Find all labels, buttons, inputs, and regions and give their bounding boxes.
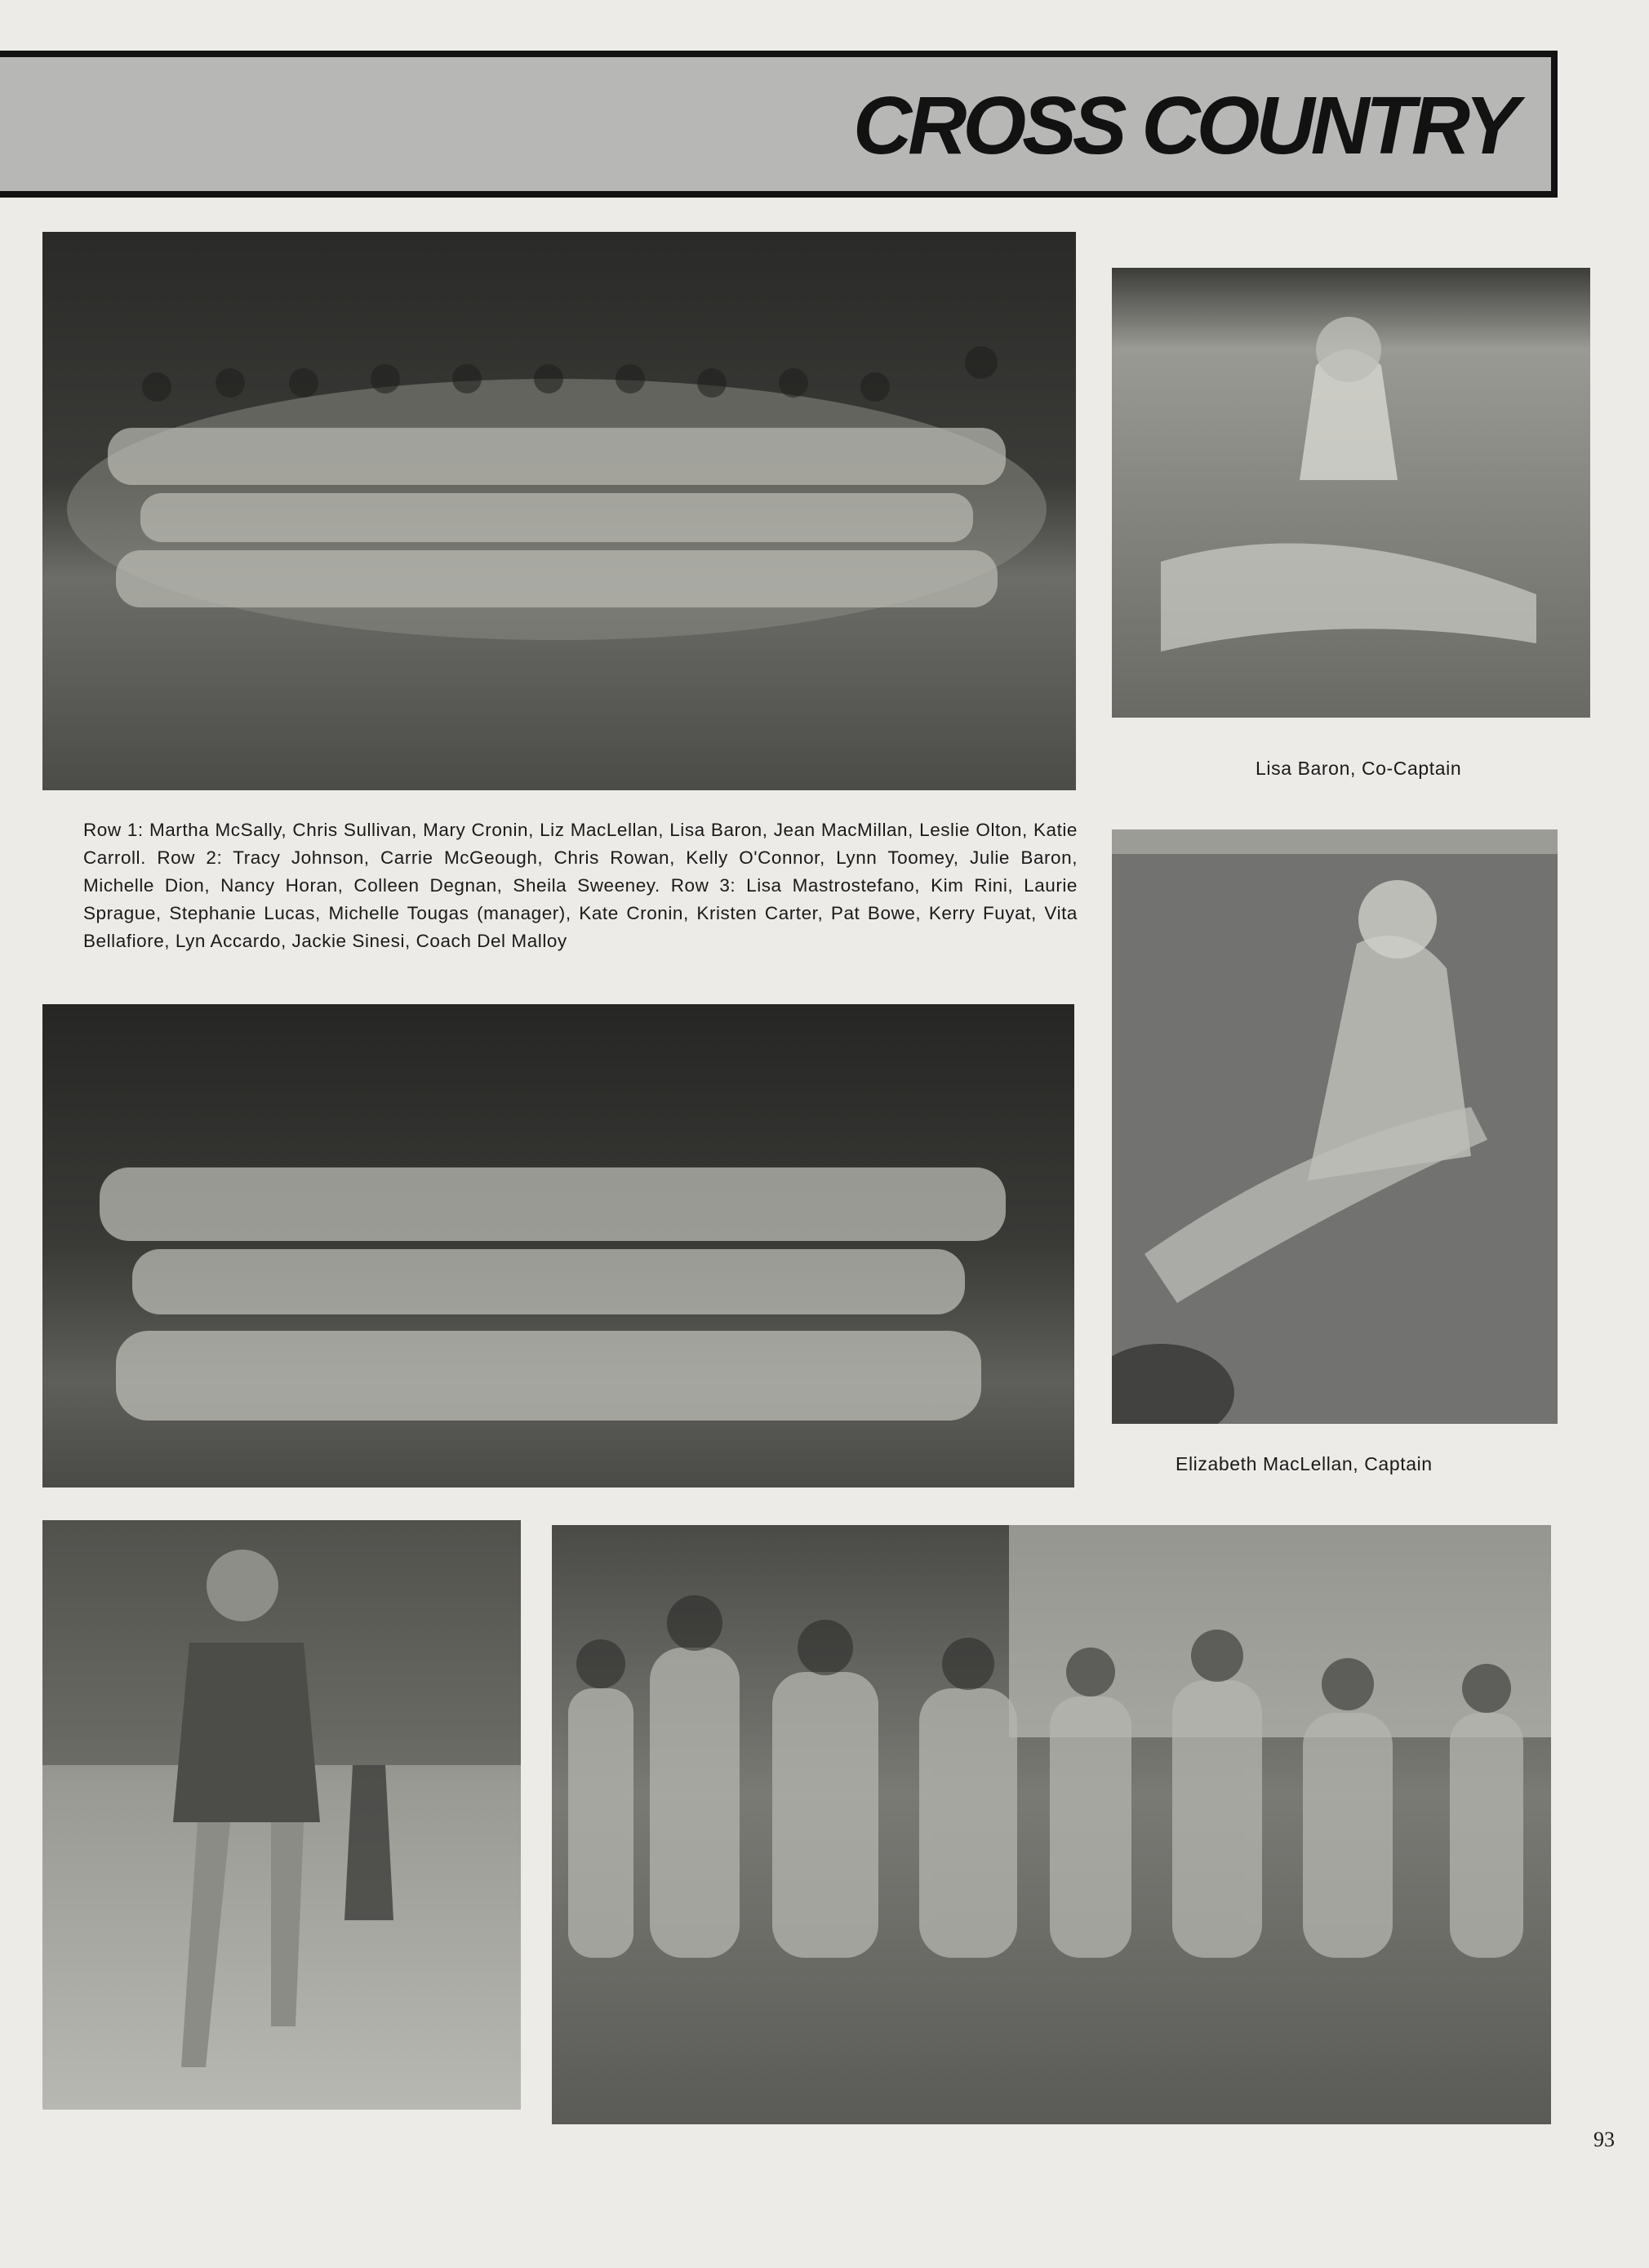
caption-lisa-baron: Lisa Baron, Co-Captain xyxy=(1256,758,1462,779)
page-number: 93 xyxy=(1593,2128,1615,2151)
page-title: CROSS COUNTRY xyxy=(852,80,1515,171)
team-roster-caption: Row 1: Martha McSally, Chris Sullivan, Mary Cronin, Liz MacLellan, Lisa Baron, Jean MacMillan, Leslie Olton, Katie Carroll. Row 2: Tracy Johnson, Carrie McGeough, Chris Rowan, Kelly O'Connor, Lynn Toomey, Julie Baron, Michelle Dion, Nancy Horan, Colleen Degnan, Sheila Sweeney. Row 3: Lisa Mastrostefano, Kim Rini, Laurie Sprague, Stephanie Lucas, Michelle Tougas (manager), Kate Cronin, Kristen Carter, Pat Bowe, Kerry Fuyat, Vita Bellafiore, Lyn Accardo, Jackie Sinesi, Coach Del Malloy xyxy=(83,820,1078,951)
team-photo-candid xyxy=(42,1004,1074,1488)
section-banner xyxy=(0,51,1558,198)
caption-elizabeth-maclellan: Elizabeth MacLellan, Captain xyxy=(1176,1453,1433,1474)
runner-photo xyxy=(42,1520,521,2110)
elizabeth-maclellan-photo xyxy=(1112,829,1558,1424)
runners-lineup-photo xyxy=(552,1525,1551,2124)
team-photo-formal xyxy=(42,232,1076,790)
lisa-baron-photo xyxy=(1112,268,1590,718)
